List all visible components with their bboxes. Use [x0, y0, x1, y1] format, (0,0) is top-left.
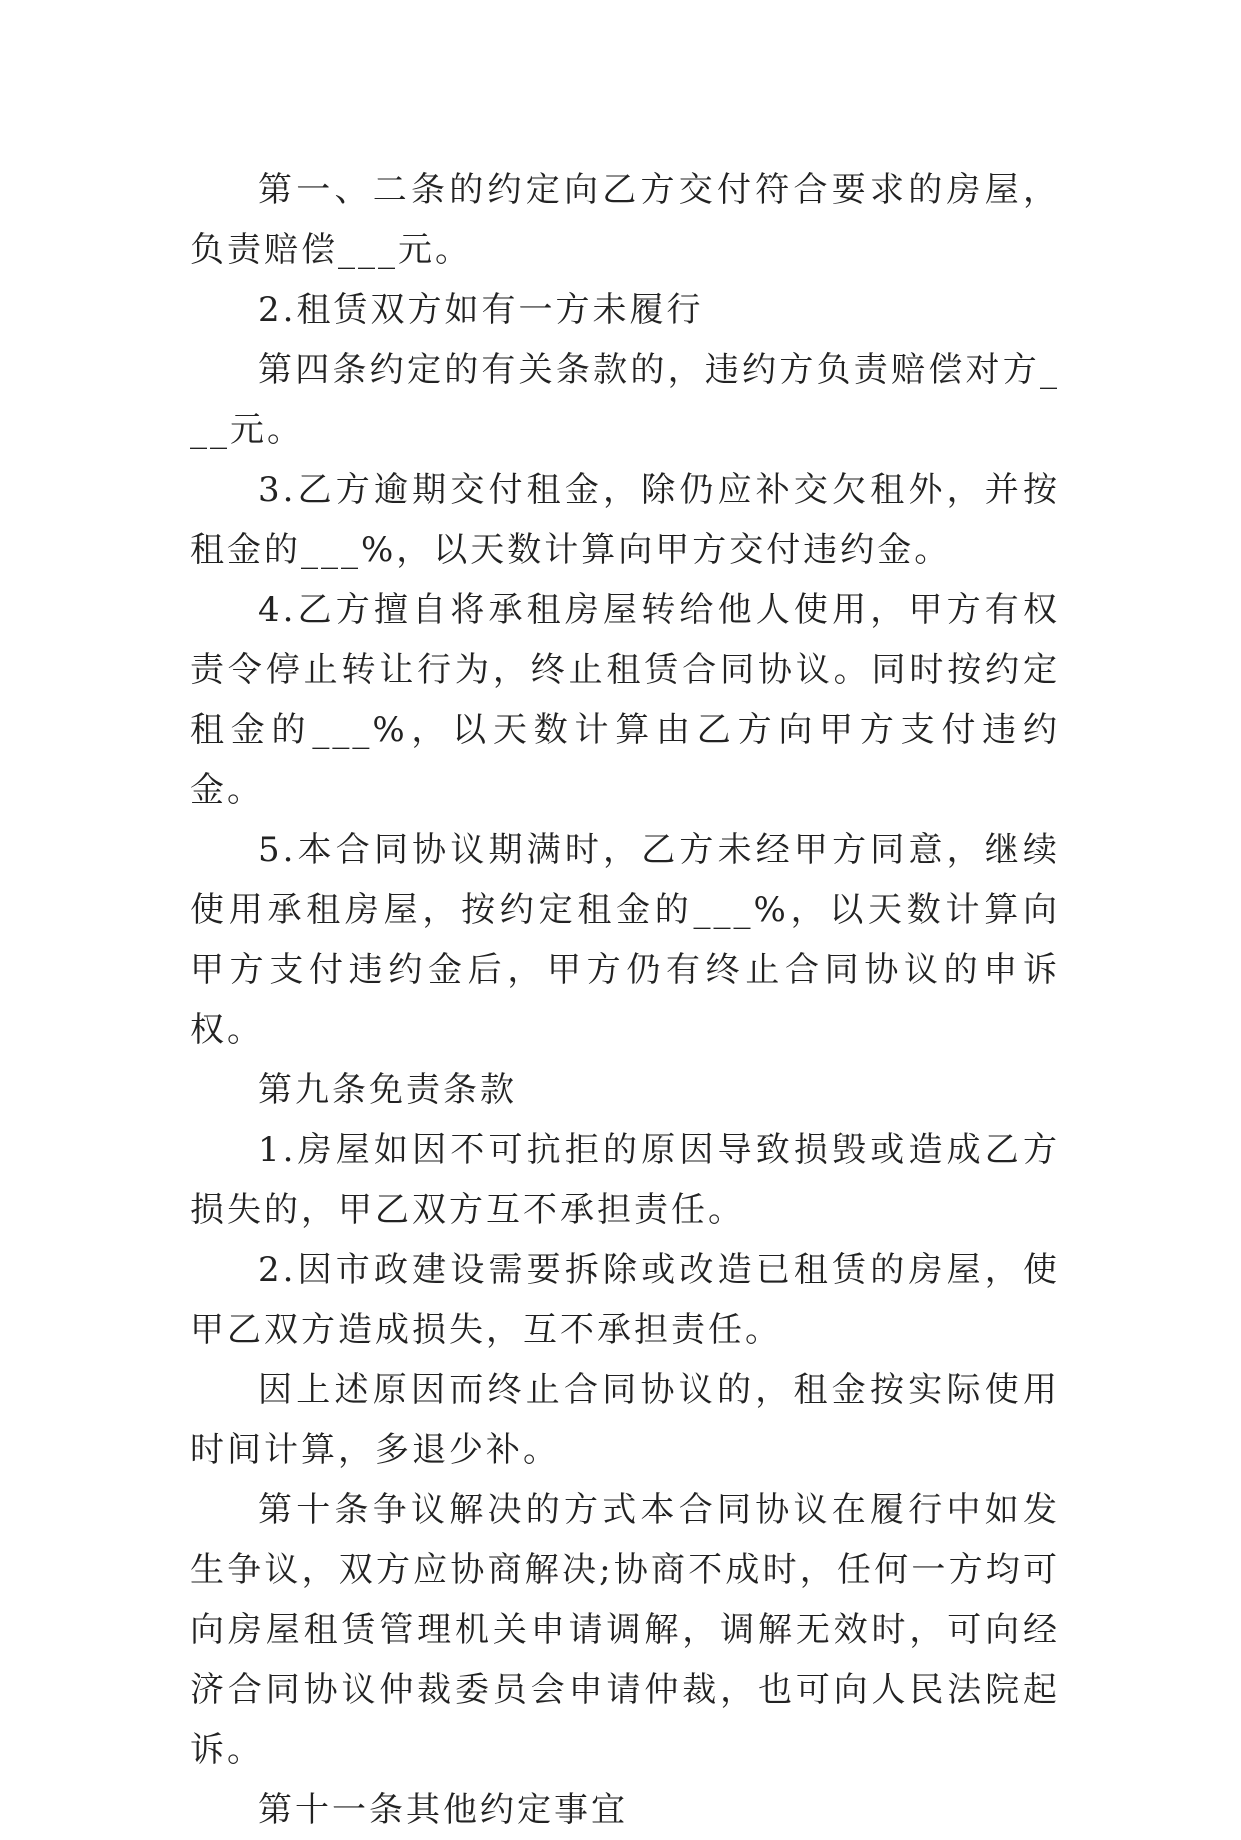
paragraph: 第十条争议解决的方式本合同协议在履行中如发生争议，双方应协商解决;协商不成时，任何一方均可向房屋租赁管理机关申请调解，调解无效时，可向经济合同协议仲裁委员会申请仲裁，也可向人民法院起诉。	[190, 1490, 1060, 1770]
paragraph: 3.乙方逾期交付租金，除仍应补交欠租外，并按租金的___%，以天数计算向甲方交付违约金。	[190, 470, 1060, 570]
paragraph: 4.乙方擅自将承租房屋转给他人使用，甲方有权责令停止转让行为，终止租赁合同协议。同时按约定租金的___%，以天数计算由乙方向甲方支付违约金。	[190, 590, 1060, 810]
paragraph: 因上述原因而终止合同协议的，租金按实际使用时间计算，多退少补。	[190, 1370, 1060, 1470]
paragraph: 2.租赁双方如有一方未履行	[258, 290, 704, 330]
paragraph: 第一、二条的约定向乙方交付符合要求的房屋，负责赔偿___元。	[190, 170, 1060, 270]
section-heading: 第九条免责条款	[258, 1070, 517, 1110]
paragraph: 5.本合同协议期满时，乙方未经甲方同意，继续使用承租房屋，按约定租金的___%，以天数计算向甲方支付违约金后，甲方仍有终止合同协议的申诉权。	[190, 830, 1060, 1050]
paragraph: 2.因市政建设需要拆除或改造已租赁的房屋，使甲乙双方造成损失，互不承担责任。	[190, 1250, 1060, 1350]
section-heading: 第十一条其他约定事宜	[258, 1790, 628, 1830]
paragraph: 1.房屋如因不可抗拒的原因导致损毁或造成乙方损失的，甲乙双方互不承担责任。	[190, 1130, 1060, 1230]
document-body	[190, 160, 1060, 1840]
paragraph: 第四条约定的有关条款的，违约方负责赔偿对方___元。	[190, 350, 1060, 450]
